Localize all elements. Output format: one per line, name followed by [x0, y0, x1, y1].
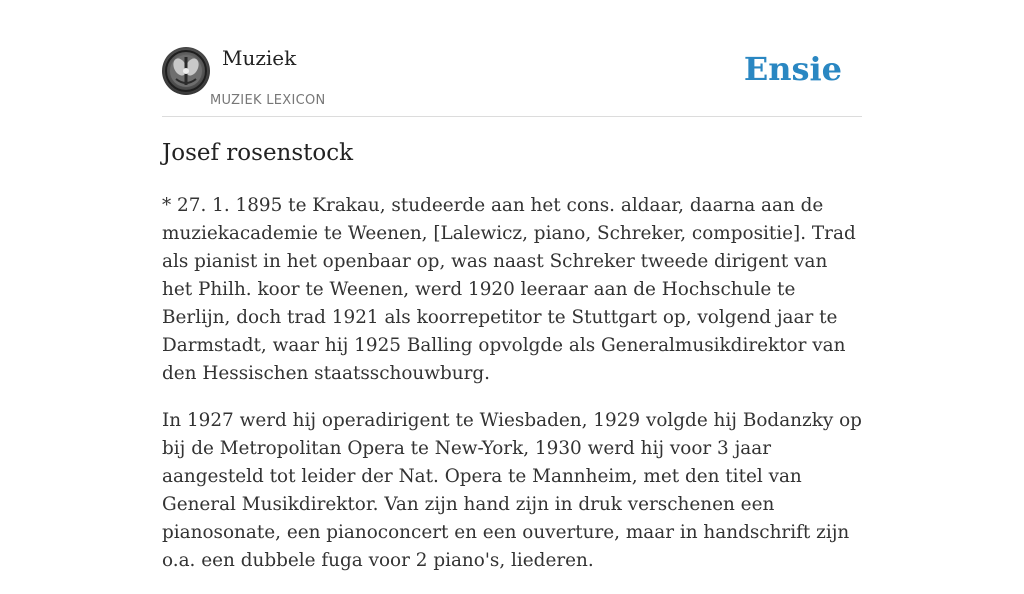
source-name-link[interactable]: Muziek	[222, 46, 297, 70]
page-title: Josef rosenstock	[162, 140, 354, 166]
source-avatar[interactable]	[162, 47, 210, 95]
music-emblem-icon	[162, 47, 210, 95]
article-body	[162, 192, 862, 594]
article-header	[162, 44, 862, 117]
paragraph: * 27. 1. 1895 te Krakau, studeerde aan het cons. aldaar, daarna aan de muziekacademie te Weenen, [Lalewicz, piano, Schreker, compositie]. Trad als pianist in het openbaar op, was naast Schreker tweede dirigent van het Philh. koor te Weenen, werd 1920 leeraar aan de Hochschule te Berlijn, doch trad 1921 als koorrepetitor te Stuttgart op, volgend jaar te Darmstadt, waar hij 1925 Balling opvolgde als Generalmusikdirektor van den Hessischen staatsschouwburg.	[162, 195, 856, 384]
source-subtitle: MUZIEK LEXICON	[210, 93, 326, 108]
paragraph: In 1927 werd hij operadirigent te Wiesbaden, 1929 volgde hij Bodanzky op bij de Metropolitan Opera te New-York, 1930 werd hij voor 3 jaar aangesteld tot leider der Nat. Opera te Mannheim, met den titel van General Musikdirektor. Van zijn hand zijn in druk verschenen een pianosonate, een pianoconcert en een ouverture, maar in handschrift zijn o.a. een dubbele fuga voor 2 piano's, liederen.	[162, 410, 862, 571]
brand-logo[interactable]: Ensie	[743, 50, 842, 88]
